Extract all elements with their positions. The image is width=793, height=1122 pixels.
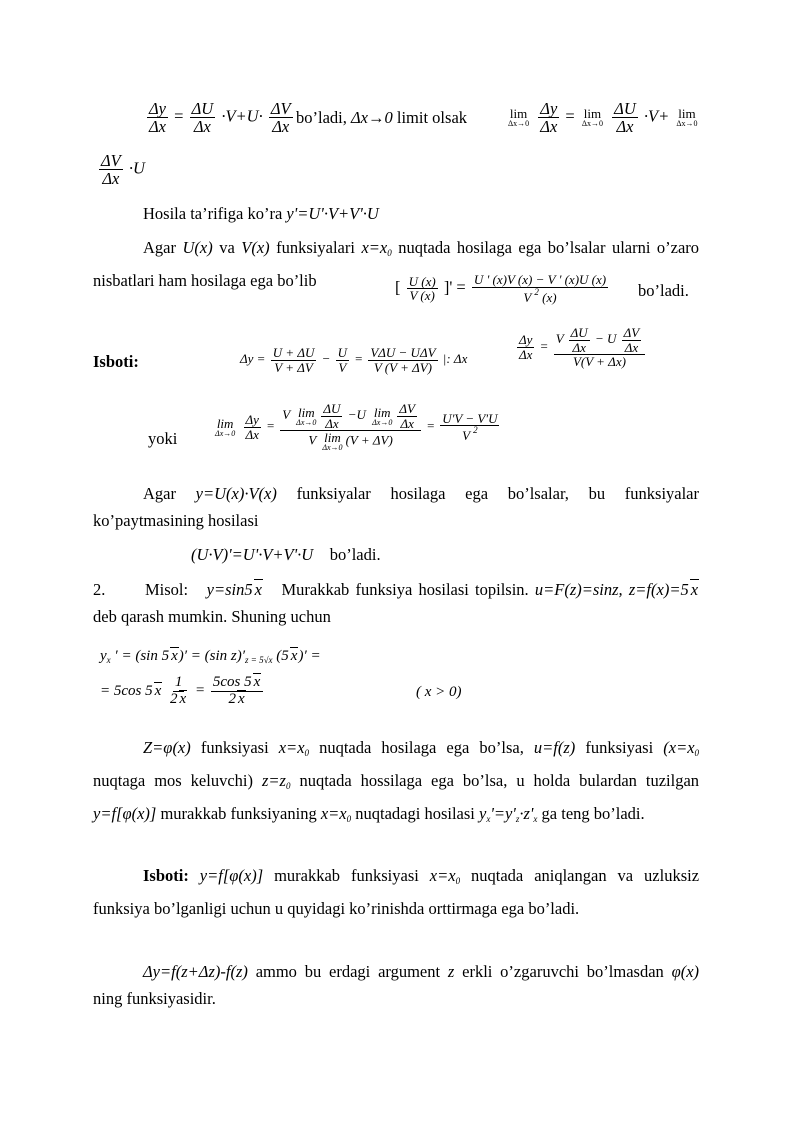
- paragraph-chain-rule: Z=φ(x) funksiyasi $x=x_0$ nuqtada hosilaga ega bo’lsa, u=f(z) funksiyasi ($x=x_0$ nuqtaga mos keluvchi) $z=z_0$ nuqtada hossilaga ega bo’lsa, u holda bulardan tuzilgan y=f[φ(x)] murakkab funksiyaning $x=x_0$ nuqtadagi hosilasi $y_x'=y'_z\cdot z'_x$ ga teng bo’ladi.: [93, 738, 700, 824]
- text-yoki: yoki: [148, 429, 178, 448]
- paragraph-isboti-2: Isboti: y=f[φ(x)] murakkab funksiyasi $x=x_0$ nuqtada aniqlangan va uzluksiz funksiya bo’lganligi uchun u quyidagi ko’rinishda orttirmaga ega bo’ladi.: [93, 866, 700, 918]
- formula-limit-quotient: lim Δx→0 $\frac{\Delta y}{\Delta x}$ = V lim Δx→0 $\frac{\Delta U}{\Delta x}$ −U lim Δx→0 $\frac{\Delta V}{\Delta x}$ V lim Δx→0 (V + ΔV) = $\frac{U'V - V'U}{V ^2}$: [215, 401, 498, 453]
- text-boladi-limit: bo’ladi, Δx→0 limit olsak: [296, 108, 468, 127]
- formula-delta-ratio: $\frac{\Delta y}{\Delta x}$ = V $\frac{\Delta U}{\Delta x}$ − U $\frac{\Delta V}{\Delta x}$ V(V + Δx): [515, 326, 647, 369]
- formula-limit-sum: lim Δx→0 $\frac{\Delta y}{\Delta x}$ = lim Δx→0 $\frac{\Delta U}{\Delta x}$ ·V+ lim Δx→0: [508, 99, 698, 137]
- formula-delta-y: Δy = $\frac{U + \Delta U}{V + \Delta V}$ − $\frac{U}{V}$ = $\frac{\text{VΔU − UΔV}}{V (V + \Delta V)}$ |: Δx: [240, 345, 468, 375]
- text-boladi: bo’ladi.: [638, 281, 689, 300]
- text-hosila-tarif: Hosila ta’rifiga ko’ra y'=U'·V+V'·U: [143, 204, 379, 223]
- formula-quotient-increment: $\frac{\Delta y}{\Delta x}$ = $\frac{\Delta U}{\Delta x}$ ·V+U· $\frac{\Delta V}{\Delta x}$: [149, 99, 291, 137]
- paragraph-product-rule: Agar y=U(x)·V(x) funksiyalar hosilaga ega bo’lsalar, bu funksiyalar ko’paytmasining hosilasi: [93, 484, 700, 530]
- formula-x-gt-0: ( x > 0): [416, 684, 462, 700]
- paragraph-misol: Misol: y=sin5 x Murakkab funksiya hosilasi topilsin. u=F(z)=sinz, z=f(x)=5 x deb qarash mumkin. Shuning uchun: [93, 580, 699, 626]
- formula-quotient-derivative: [ $\frac{U (x)}{V (x)}$ ]' = $\frac{U ' (x)V (x) - V ' (x)U (x)}{V ^2 (x)}$: [395, 272, 607, 305]
- paragraph-delta-y: Δy=f(z+Δz)-f(z) ammo bu erdagi argument z erkli o’zgaruvchi bo’lmasdan φ(x) ning funksiyasidir.: [93, 962, 700, 1008]
- formula-chain-line1: $y_x$ ′ = (sin 5 x)′ = (sin $z)'_{z = 5√x}$ (5 x)′ =: [100, 648, 321, 665]
- label-isboti: Isboti:: [93, 352, 139, 371]
- label-num-2: 2.: [93, 580, 106, 599]
- formula-product-rule: (U·V)'=U'·V+V'·U bo’ladi.: [191, 545, 381, 564]
- paragraph-quotient-rule: Agar U(x) va V(x) funksiyalari $x=x_0$ nuqtada hosilaga ega bo’lsalar ularni o’zaro nisbatlari ham hosilaga ega bo’lib: [93, 238, 700, 290]
- formula-chain-line2: = 5cos 5 x $\frac{1}{2 x}$ = $\frac{5\cos 5 x}{2 x}$: [100, 675, 265, 708]
- formula-limit-sum-cont: $\frac{\Delta V}{\Delta x}$ ·U: [101, 151, 145, 189]
